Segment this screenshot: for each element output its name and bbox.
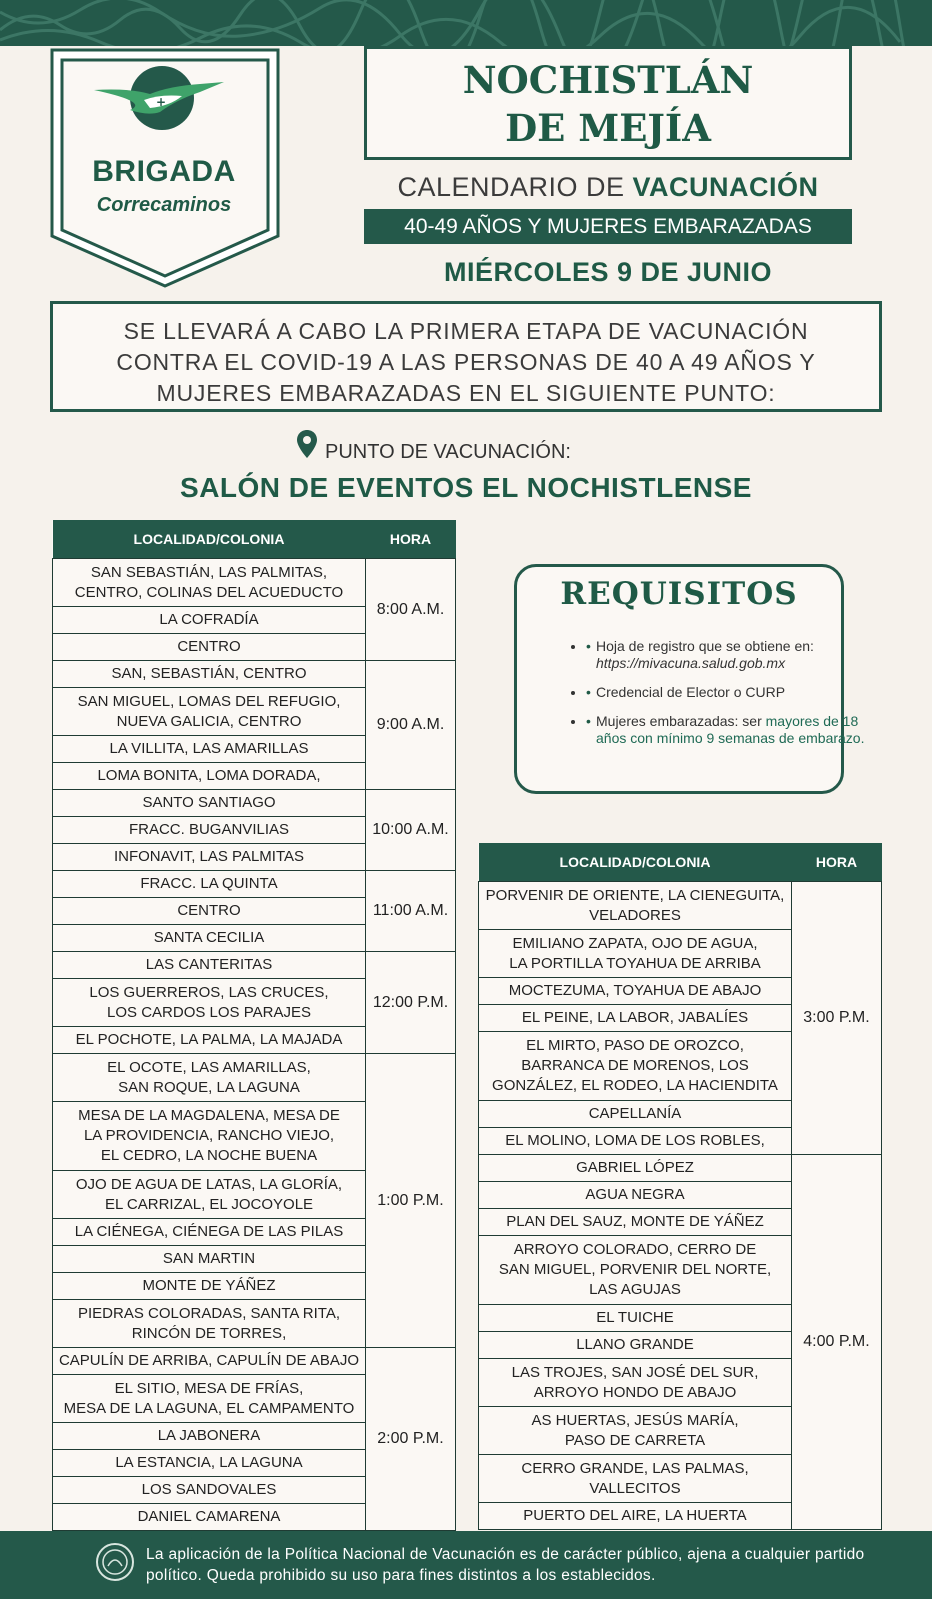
locality-line: FRACC. BUGANVILIAS [128,821,290,838]
locality-cell [53,1477,366,1504]
locality-line: EMILIANO ZAPATA, OJO DE AGUA, [512,934,758,952]
locality-line: MESA DE LA MAGDALENA, MESA DE [78,1107,340,1124]
locality-cell [479,1155,792,1182]
locality-cell [53,1375,366,1423]
calendar-emphasis: VACUNACIÓN [632,172,819,202]
locality-line: SAN SEBASTIÁN, LAS PALMITAS, [90,563,328,581]
hour-cell: 2:00 P.M. [366,1348,456,1531]
locality-line: EL SITIO, MESA DE FRÍAS, [114,1379,304,1397]
locality-line: SAN MIGUEL, PORVENIR DEL NORTE, [498,1261,772,1278]
locality-header: LOCALIDAD/COLONIA [53,520,366,559]
hour-cell: 8:00 A.M. [366,559,456,661]
locality-line: GABRIEL LÓPEZ [576,1159,694,1176]
locality-line: FRACC. LA QUINTA [140,875,278,892]
locality-line: AGUA NEGRA [585,1186,685,1203]
locality-cell [53,1423,366,1450]
table-row [479,1155,882,1182]
locality-line: LA CIÉNEGA, CIÉNEGA DE LAS PILAS [74,1223,344,1240]
locality-cell [479,1101,792,1128]
locality-cell [479,1455,792,1503]
locality-line: CAPULÍN DE ARRIBA, CAPULÍN DE ABAJO [58,1352,360,1369]
locality-cell [479,1209,792,1236]
locality-line: SAN MARTIN [162,1250,256,1267]
hour-cell: 9:00 A.M. [366,661,456,790]
locality-cell [53,790,366,817]
locality-cell [479,978,792,1005]
locality-line: SAN, SEBASTIÁN, CENTRO [111,665,307,682]
calendar-heading [364,172,852,203]
right-schedule-table [478,843,882,1530]
requirement-item: • • Mujeres embarazadas: ser mayores de 18 años con mínimo 9 semanas de embarazo. [586,713,876,747]
locality-line: EL MIRTO, PASO DE OROZCO, [526,1037,744,1054]
locality-line: PIEDRAS COLORADAS, SANTA RITA, [77,1304,340,1322]
roadrunner-logo [90,60,230,140]
hour-cell: 3:00 P.M. [792,882,882,1155]
brand-subtitle: Correcaminos [96,194,232,216]
hour-cell: 1:00 P.M. [366,1054,456,1348]
requirement-text: Hoja de registro que se obtiene en: [596,638,814,654]
requirement-item: • • Hoja de registro que se obtiene en: https://mivacuna.salud.gob.mx [586,638,876,672]
locality-cell [53,1348,366,1375]
locality-line: EL CARRIZAL, EL JOCOYOLE [104,1195,314,1213]
locality-cell [479,1332,792,1359]
locality-line: LAS AGUJAS [589,1281,681,1298]
locality-line: CENTRO, COLINAS DEL ACUEDUCTO [74,583,344,601]
locality-line: MONTE DE YÁÑEZ [142,1277,276,1294]
locality-line: DANIEL CAMARENA [137,1508,281,1525]
locality-cell [479,1503,792,1530]
locality-line: OJO DE AGUA DE LATAS, LA GLORÍA, [75,1175,343,1193]
locality-cell [479,1128,792,1155]
locality-line: EL CEDRO, LA NOCHE BUENA [100,1147,318,1164]
locality-cell [479,1305,792,1332]
table-row [53,790,456,817]
locality-cell [53,1054,366,1102]
requirement-highlight: mayores de 18 años con mínimo 9 semanas de embarazo. [596,713,865,746]
locality-line: LOS CARDOS LOS PARAJES [107,1003,311,1021]
locality-line: PASO DE CARRETA [564,1431,706,1449]
requirement-item: • • Credencial de Elector o CURP [586,684,876,701]
info-line-3: MUJERES EMBARAZADAS EN EL SIGUIENTE PUNTO: [156,380,776,406]
locality-cell [479,1032,792,1101]
locality-line: MESA DE LA LAGUNA, EL CAMPAMENTO [63,1399,355,1417]
left-schedule-table [52,520,456,1531]
locality-cell [479,1005,792,1032]
locality-cell [53,1300,366,1348]
locality-cell [53,1027,366,1054]
city-line-1: NOCHISTLÁN [462,58,754,102]
locality-cell [53,952,366,979]
locality-line: LA PROVIDENCIA, RANCHO VIEJO, [83,1127,335,1144]
info-line-1: SE LLEVARÁ A CABO LA PRIMERA ETAPA DE VACUNACIÓN [123,318,809,344]
hour-cell: 4:00 P.M. [792,1155,882,1530]
locality-cell [479,1236,792,1305]
locality-cell [53,871,366,898]
locality-line: RINCÓN DE TORRES, [131,1324,287,1342]
locality-line: AS HUERTAS, JESÚS MARÍA, [531,1411,739,1429]
locality-cell [53,763,366,790]
locality-line: LOS SANDOVALES [141,1481,277,1498]
locality-line: CAPELLANÍA [588,1105,682,1122]
locality-cell [53,979,366,1027]
brand-title: BRIGADA [92,155,236,188]
locality-line: GONZÁLEZ, EL RODEO, LA HACIENDITA [492,1077,778,1094]
locality-cell [53,1246,366,1273]
locality-line: LLANO GRANDE [576,1336,694,1353]
locality-line: LOS GUERREROS, LAS CRUCES, [89,983,329,1001]
requirement-text: Mujeres embarazadas: ser [596,713,766,729]
table-row [53,559,456,607]
locality-line: EL PEINE, LA LABOR, JABALÍES [521,1009,749,1026]
locality-line: SAN ROQUE, LA LAGUNA [118,1078,300,1096]
locality-line: CERRO GRANDE, LAS PALMAS, [521,1459,749,1477]
locality-line: CENTRO [177,638,241,655]
locality-cell [479,1359,792,1407]
locality-line: PORVENIR DE ORIENTE, LA CIENEGUITA, [485,886,785,904]
table-row [53,1054,456,1102]
venue-name: SALÓN DE EVENTOS EL NOCHISTLENSE [180,472,752,503]
locality-line: LOMA BONITA, LOMA DORADA, [97,767,321,784]
table-row [53,871,456,898]
hour-cell: 10:00 A.M. [366,790,456,871]
locality-cell [53,1171,366,1219]
locality-cell [53,1450,366,1477]
table-row [53,952,456,979]
locality-cell [53,559,366,607]
locality-line: SANTA CECILIA [153,929,265,946]
locality-line: EL POCHOTE, LA PALMA, LA MAJADA [75,1031,343,1048]
requirement-text: Credencial de Elector o CURP [596,684,786,700]
hour-header: HORA [366,520,456,559]
locality-line: LA JABONERA [157,1427,261,1444]
locality-cell [53,1102,366,1171]
locality-line: PLAN DEL SAUZ, MONTE DE YÁÑEZ [506,1213,764,1230]
locality-line: EL TUICHE [596,1309,674,1326]
locality-line: MOCTEZUMA, TOYAHUA DE ABAJO [508,982,762,999]
locality-cell [53,898,366,925]
locality-line: LA ESTANCIA, LA LAGUNA [115,1454,303,1471]
locality-line: LA PORTILLA TOYAHUA DE ARRIBA [509,954,761,972]
locality-cell [53,661,366,688]
locality-cell [53,1273,366,1300]
locality-line: INFONAVIT, LAS PALMITAS [113,848,305,865]
locality-line: NUEVA GALICIA, CENTRO [116,712,302,730]
locality-cell [53,1219,366,1246]
info-line-2: CONTRA EL COVID-19 A LAS PERSONAS DE 40 A 49 AÑOS Y [116,349,816,375]
locality-cell [479,1182,792,1209]
locality-line: PUERTO DEL AIRE, LA HUERTA [523,1507,747,1524]
locality-cell [53,1504,366,1531]
locality-line: BARRANCA DE MORENOS, LOS [521,1057,749,1074]
locality-line: ARROYO HONDO DE ABAJO [533,1383,737,1401]
locality-line: LA VILLITA, LAS AMARILLAS [109,740,309,757]
registration-link[interactable]: https://mivacuna.salud.gob.mx [596,655,786,671]
hour-cell: 12:00 P.M. [366,952,456,1054]
city-title [364,56,852,152]
table-row [53,661,456,688]
locality-line: LAS CANTERITAS [145,956,273,973]
locality-cell [479,882,792,930]
hour-header: HORA [792,843,882,882]
locality-cell [53,634,366,661]
locality-line: SAN MIGUEL, LOMAS DEL REFUGIO, [77,692,341,710]
table-row [53,1348,456,1375]
requirements-list [546,638,876,759]
locality-line: LA COFRADÍA [159,611,259,628]
location-pin-icon [296,429,318,459]
event-date: MIÉRCOLES 9 DE JUNIO [443,257,773,287]
footer-disclaimer: La aplicación de la Política Nacional de Vacunación es de carácter público, ajena a cualquier partido político. Queda prohibido su uso para fines distintos a los establecidos. [146,1546,865,1584]
locality-line: LAS TROJES, SAN JOSÉ DEL SUR, [511,1363,759,1381]
locality-header: LOCALIDAD/COLONIA [479,843,792,882]
locality-cell [479,930,792,978]
table-row [479,882,882,930]
vaccination-point-label: PUNTO DE VACUNACIÓN: [325,441,571,463]
locality-cell [53,817,366,844]
locality-line: VELADORES [589,906,681,924]
decorative-top-band [0,0,932,46]
locality-cell [53,688,366,736]
locality-cell [53,736,366,763]
locality-line: EL OCOTE, LAS AMARILLAS, [107,1058,311,1076]
locality-line: ARROYO COLORADO, CERRO DE [513,1241,757,1258]
locality-cell [53,925,366,952]
hour-cell: 11:00 A.M. [366,871,456,952]
locality-line: CENTRO [177,902,241,919]
locality-line: EL MOLINO, LOMA DE LOS ROBLES, [505,1132,765,1149]
mexico-seal-icon [95,1542,135,1582]
locality-cell [53,607,366,634]
calendar-prefix: CALENDARIO DE [397,172,633,202]
locality-cell [53,844,366,871]
age-group-bar: 40-49 AÑOS Y MUJERES EMBARAZADAS [364,209,852,244]
locality-line: VALLECITOS [589,1479,681,1497]
locality-line: SANTO SANTIAGO [142,794,276,811]
locality-cell [479,1407,792,1455]
svg-text:+: + [156,95,167,109]
info-box [50,301,882,412]
city-line-2: DE MEJÍA [505,106,711,150]
requirements-title: REQUISITOS [560,576,798,612]
